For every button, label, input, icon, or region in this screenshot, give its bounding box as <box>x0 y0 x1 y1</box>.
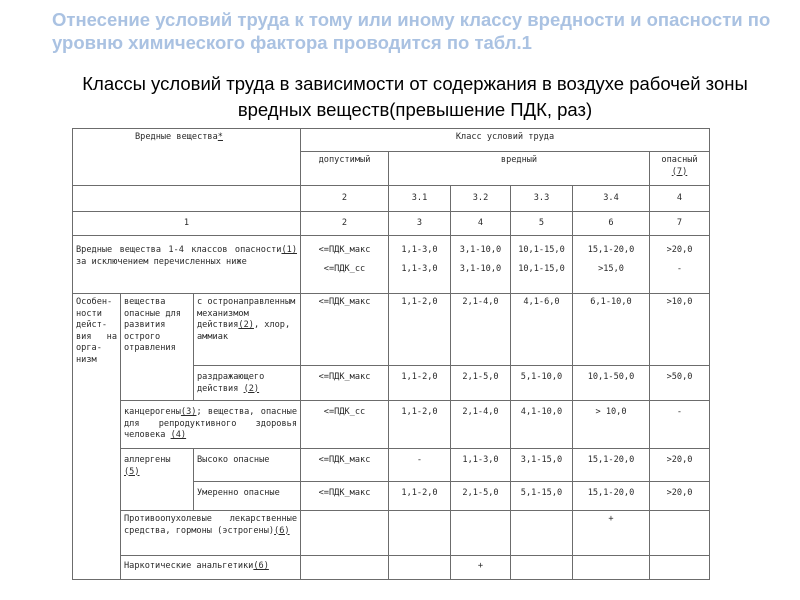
value-cell: >10,0 <box>650 294 710 366</box>
row-label: канцерогены(3); вещества, опасные для репродуктивного здоровья человека (4) <box>121 401 301 449</box>
value-cell: >20,0 <box>650 482 710 511</box>
header-dangerous: опасный (7) <box>650 152 710 186</box>
row-label: Умеренно опасные <box>194 482 301 511</box>
empty-cell <box>650 511 710 556</box>
table-row <box>73 236 710 294</box>
pdk-cell: <=ПДК_макс <box>301 294 389 366</box>
col-number: 1 <box>73 212 301 236</box>
value-cell: >20,0 - <box>650 236 710 294</box>
empty-cell <box>389 556 451 580</box>
class-number: 2 <box>301 186 389 212</box>
row-label: раздражающего действия (2) <box>194 366 301 401</box>
table-row <box>73 401 710 449</box>
pdk-cell: <=ПДК_макс <=ПДК_сс <box>301 236 389 294</box>
class-number: 3.4 <box>573 186 650 212</box>
header-harmful-substances: Вредные вещества* <box>73 129 301 186</box>
value-cell: 6,1-10,0 <box>573 294 650 366</box>
value-cell: 10,1-50,0 <box>573 366 650 401</box>
value-cell: 10,1-15,0 10,1-15,0 <box>511 236 573 294</box>
col-number: 3 <box>389 212 451 236</box>
value-cell: 15,1-20,0 <box>573 449 650 482</box>
row-label: Высоко опасные <box>194 449 301 482</box>
col-number: 6 <box>573 212 650 236</box>
header-class-numbers-row <box>73 186 710 212</box>
value-cell: 1,1-2,0 <box>389 482 451 511</box>
value-cell: - <box>389 449 451 482</box>
acute-poisoning-label: вещества опасные для развития острого отравления <box>121 294 194 401</box>
mark-cell: + <box>573 511 650 556</box>
value-cell: 2,1-5,0 <box>451 482 511 511</box>
header-work-class: Класс условий труда <box>301 129 710 152</box>
value-cell: 15,1-20,0 <box>573 482 650 511</box>
table-row <box>73 449 710 482</box>
value-cell: 3,1-10,0 3,1-10,0 <box>451 236 511 294</box>
value-cell: 1,1-2,0 <box>389 294 451 366</box>
col-number: 4 <box>451 212 511 236</box>
table-row <box>73 556 710 580</box>
header-harmful: вредный <box>389 152 650 186</box>
value-cell: 2,1-4,0 <box>451 294 511 366</box>
table-row <box>73 511 710 556</box>
header-permissible: допустимый <box>301 152 389 186</box>
table-row <box>73 294 710 366</box>
pdk-cell: <=ПДК_макс <box>301 482 389 511</box>
empty-cell <box>301 511 389 556</box>
empty-cell <box>573 556 650 580</box>
header-empty-cell <box>73 186 301 212</box>
empty-cell <box>511 556 573 580</box>
class-number: 3.2 <box>451 186 511 212</box>
allergens-label: аллергены (5) <box>121 449 194 511</box>
value-cell: > 10,0 <box>573 401 650 449</box>
class-number: 4 <box>650 186 710 212</box>
value-cell: 15,1-20,0 >15,0 <box>573 236 650 294</box>
empty-cell <box>451 511 511 556</box>
value-cell: - <box>650 401 710 449</box>
empty-cell <box>301 556 389 580</box>
features-label: Особен-ности дейст-вия на орга-низм <box>73 294 121 580</box>
pdk-cell: <=ПДК_макс <box>301 366 389 401</box>
table-caption: Классы условий труда в зависимости от содержания в воздухе рабочей зоны вредных веществ(превышение ПДК, раз) <box>82 73 748 120</box>
pdk-cell: <=ПДК_макс <box>301 449 389 482</box>
row-label: Противоопухолевые лекарственные средства, гормоны (эстрогены)(6) <box>121 511 301 556</box>
class-number: 3.1 <box>389 186 451 212</box>
value-cell: 1,1-2,0 <box>389 401 451 449</box>
value-cell: 2,1-5,0 <box>451 366 511 401</box>
class-number: 3.3 <box>511 186 573 212</box>
value-cell: 1,1-3,0 1,1-3,0 <box>389 236 451 294</box>
slide-heading: Отнесение условий труда к тому или иному классу вредности и опасности по уровню химического фактора проводится по табл.1 <box>52 9 771 53</box>
pdk-cell: <=ПДК_сс <box>301 401 389 449</box>
hazard-class-table <box>72 128 710 580</box>
value-cell: >50,0 <box>650 366 710 401</box>
value-cell: 5,1-10,0 <box>511 366 573 401</box>
row-label: с остронаправленным механизмом действия(2), хлор, аммиак <box>194 294 301 366</box>
value-cell: >20,0 <box>650 449 710 482</box>
value-cell: 3,1-15,0 <box>511 449 573 482</box>
col-number: 7 <box>650 212 710 236</box>
empty-cell <box>389 511 451 556</box>
row-label-general: Вредные вещества 1-4 классов опасности(1) за исключением перечисленных ниже <box>73 236 301 294</box>
value-cell: 4,1-10,0 <box>511 401 573 449</box>
value-cell: 5,1-15,0 <box>511 482 573 511</box>
value-cell: 2,1-4,0 <box>451 401 511 449</box>
column-numbers-row <box>73 212 710 236</box>
empty-cell <box>650 556 710 580</box>
value-cell: 1,1-3,0 <box>451 449 511 482</box>
empty-cell <box>511 511 573 556</box>
row-label: Наркотические анальгетики(6) <box>121 556 301 580</box>
value-cell: 4,1-6,0 <box>511 294 573 366</box>
col-number: 5 <box>511 212 573 236</box>
value-cell: 1,1-2,0 <box>389 366 451 401</box>
header-row <box>73 129 710 152</box>
mark-cell: + <box>451 556 511 580</box>
col-number: 2 <box>301 212 389 236</box>
